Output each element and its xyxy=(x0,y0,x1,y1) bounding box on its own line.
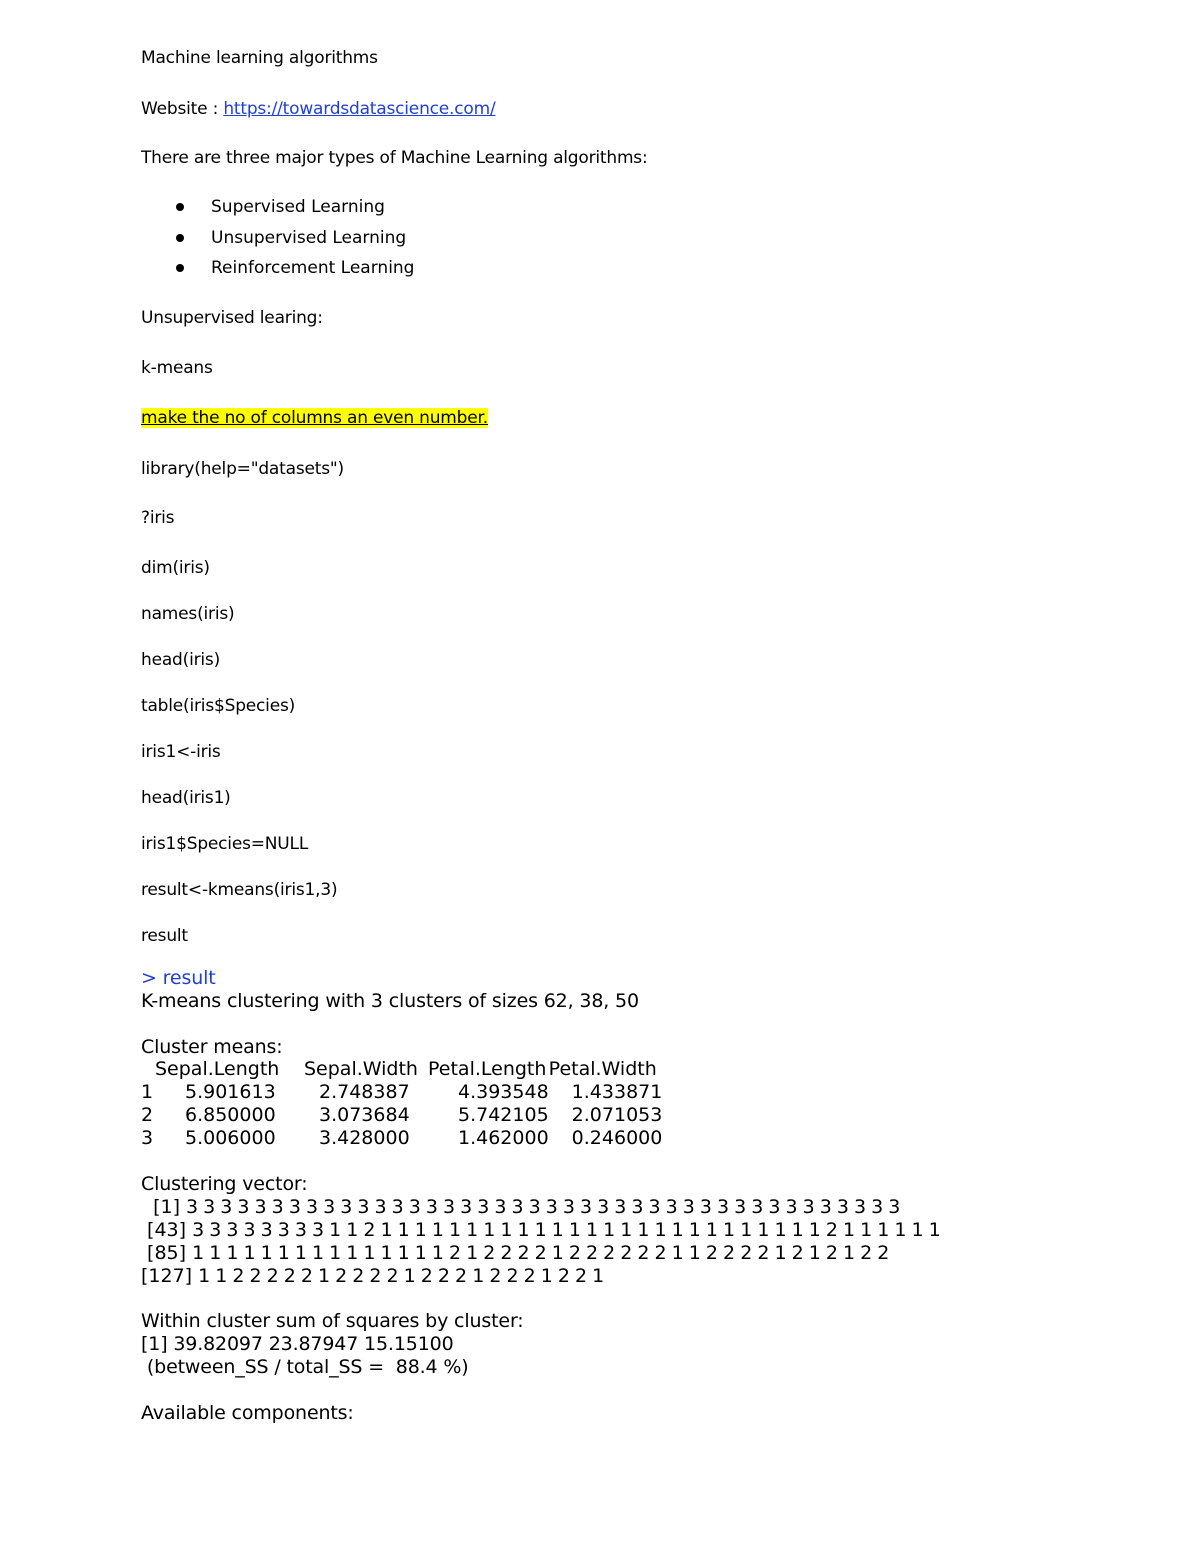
vector-values: 1 1 1 1 1 1 1 1 1 1 1 1 1 1 1 2 1 2 2 2 2 1 2 2 2 2 2 2 1 1 2 2 2 2 1 2 1 2 1 2 2 xyxy=(192,1242,890,1264)
table-cell: 5.006000 xyxy=(185,1127,276,1149)
bullet-icon xyxy=(176,203,184,211)
column-header: Petal.Length xyxy=(428,1058,547,1080)
vector-index: [43] xyxy=(141,1219,187,1241)
column-header: Sepal.Width xyxy=(304,1058,418,1080)
clustering-vector-row xyxy=(141,1242,889,1265)
table-cell: 5.742105 xyxy=(458,1104,549,1126)
code-line: ?iris xyxy=(141,508,175,528)
table-cell: 5.901613 xyxy=(185,1081,276,1103)
code-line: table(iris$Species) xyxy=(141,696,296,716)
console-prompt: > result xyxy=(141,967,216,989)
table-cell: 6.850000 xyxy=(185,1104,276,1126)
column-header: Sepal.Length xyxy=(155,1058,280,1080)
ss-values: [1] 39.82097 23.87947 15.15100 xyxy=(141,1333,454,1355)
ml-types-list xyxy=(141,197,414,289)
ss-heading: Within cluster sum of squares by cluster: xyxy=(141,1310,524,1332)
clustering-vector-row xyxy=(141,1219,941,1242)
row-id: 3 xyxy=(141,1127,154,1149)
intro-text: There are three major types of Machine Learning algorithms: xyxy=(141,148,648,168)
row-id: 1 xyxy=(141,1081,154,1103)
vector-values: 1 1 2 2 2 2 2 1 2 2 2 2 1 2 2 2 1 2 2 2 1 2 2 1 xyxy=(198,1265,605,1287)
code-line: library(help="datasets") xyxy=(141,459,344,479)
bullet-icon xyxy=(176,264,184,272)
ss-ratio: (between_SS / total_SS = 88.4 %) xyxy=(141,1356,469,1378)
highlight-note: make the no of columns an even number. xyxy=(141,408,488,428)
list-item: Reinforcement Learning xyxy=(141,258,414,289)
vector-index: [1] xyxy=(141,1196,180,1218)
table-cell: 2.748387 xyxy=(319,1081,410,1103)
code-line: result<-kmeans(iris1,3) xyxy=(141,880,338,900)
list-item: Supervised Learning xyxy=(141,197,414,228)
table-cell: 0.246000 xyxy=(571,1127,663,1149)
kmeans-summary: K-means clustering with 3 clusters of sizes 62, 38, 50 xyxy=(141,990,639,1012)
vector-values: 3 3 3 3 3 3 3 3 1 1 2 1 1 1 1 1 1 1 1 1 1 1 1 1 1 1 1 1 1 1 1 1 1 1 1 1 1 2 1 1 1 1 1 1 xyxy=(192,1219,941,1241)
table-cell: 1.433871 xyxy=(571,1081,663,1103)
vector-values: 3 3 3 3 3 3 3 3 3 3 3 3 3 3 3 3 3 3 3 3 3 3 3 3 3 3 3 3 3 3 3 3 3 3 3 3 3 3 3 3 3 3 xyxy=(186,1196,901,1218)
bullet-icon xyxy=(176,234,184,242)
table-header-row xyxy=(141,1058,669,1081)
table-cell: 4.393548 xyxy=(458,1081,549,1103)
website-label: Website : xyxy=(141,99,219,119)
code-line: names(iris) xyxy=(141,604,235,624)
cluster-means-heading: Cluster means: xyxy=(141,1036,283,1058)
table-row xyxy=(141,1127,669,1150)
clustering-vector-heading: Clustering vector: xyxy=(141,1173,308,1195)
table-row xyxy=(141,1081,669,1104)
highlight-note-line xyxy=(141,408,488,428)
code-line: head(iris1) xyxy=(141,788,231,808)
vector-index: [127] xyxy=(141,1265,193,1287)
table-row xyxy=(141,1104,669,1127)
code-line: result xyxy=(141,926,188,946)
components-heading: Available components: xyxy=(141,1402,354,1424)
table-cell: 2.071053 xyxy=(571,1104,663,1126)
table-cell: 3.073684 xyxy=(319,1104,410,1126)
document-title: Machine learning algorithms xyxy=(141,48,378,68)
column-header: Petal.Width xyxy=(548,1058,657,1080)
table-cell: 1.462000 xyxy=(458,1127,549,1149)
vector-index: [85] xyxy=(141,1242,187,1264)
website-line xyxy=(141,99,496,119)
code-line: iris1<-iris xyxy=(141,742,221,762)
clustering-vector-row xyxy=(141,1265,604,1288)
code-line: head(iris) xyxy=(141,650,220,670)
cluster-means-table xyxy=(141,1058,669,1150)
kmeans-label: k-means xyxy=(141,358,213,378)
code-line: iris1$Species=NULL xyxy=(141,834,309,854)
row-id: 2 xyxy=(141,1104,154,1126)
list-item: Unsupervised Learning xyxy=(141,228,414,259)
unsupervised-heading: Unsupervised learing: xyxy=(141,308,323,328)
website-link[interactable]: https://towardsdatascience.com/ xyxy=(223,99,496,119)
table-cell: 3.428000 xyxy=(319,1127,410,1149)
code-line: dim(iris) xyxy=(141,558,210,578)
clustering-vector-row xyxy=(141,1196,900,1219)
